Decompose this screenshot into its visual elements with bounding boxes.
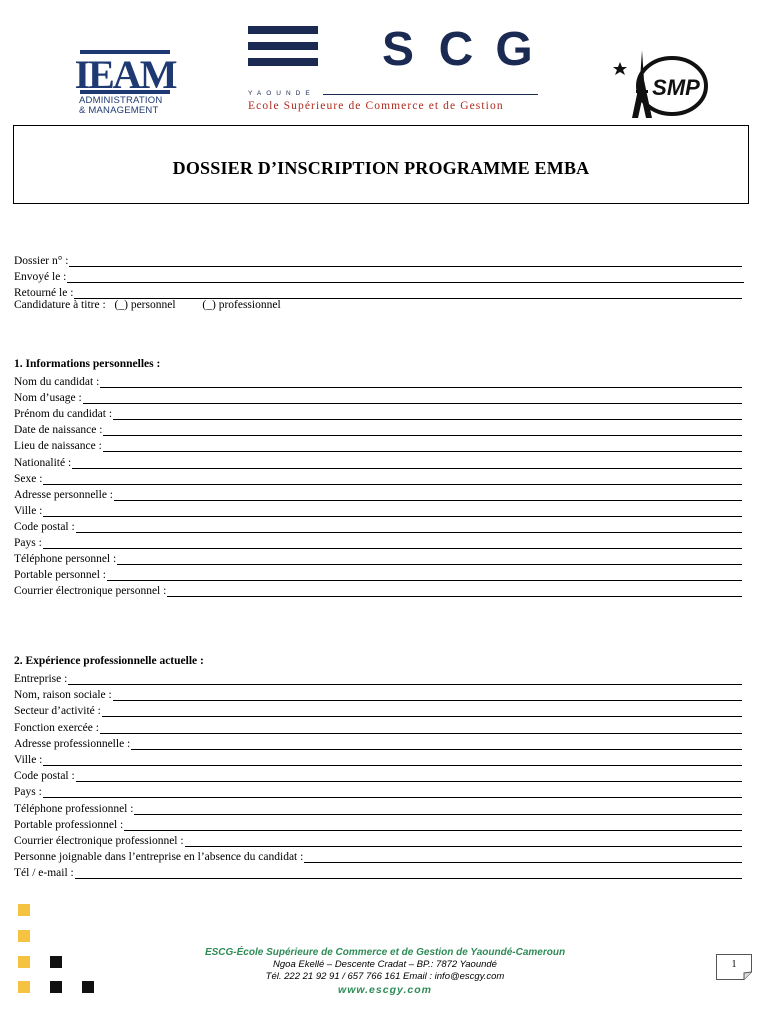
field-input-line[interactable] bbox=[124, 819, 742, 831]
field-label: Adresse personnelle : bbox=[14, 488, 113, 501]
decor-square bbox=[18, 904, 30, 916]
title-box bbox=[13, 125, 749, 204]
footer-address bbox=[0, 946, 770, 997]
field-input-line[interactable] bbox=[117, 553, 742, 565]
form-field-line[interactable] bbox=[14, 436, 742, 452]
field-label: Sexe : bbox=[14, 472, 43, 485]
form-field-line[interactable] bbox=[14, 469, 742, 485]
field-label: Date de naissance : bbox=[14, 424, 103, 437]
escg-city: YAOUNDE bbox=[248, 90, 315, 97]
form-field-line[interactable] bbox=[14, 372, 742, 388]
field-input-line[interactable] bbox=[167, 585, 742, 597]
field-label: Fonction exercée : bbox=[14, 721, 99, 734]
candidature-type: Candidature à titre : (_) personnel (_) professionnel bbox=[14, 299, 281, 311]
form-field-line[interactable] bbox=[14, 565, 742, 581]
field-label: Code postal : bbox=[14, 520, 75, 533]
field-input-line[interactable] bbox=[102, 705, 742, 717]
field-input-line[interactable] bbox=[43, 754, 742, 766]
field-input-line[interactable] bbox=[72, 457, 742, 469]
svg-text:S: S bbox=[381, 23, 415, 76]
field-input-line[interactable] bbox=[304, 851, 742, 863]
form-field-line[interactable] bbox=[14, 815, 742, 831]
field-input-line[interactable] bbox=[107, 569, 742, 581]
returned-date-field[interactable]: Retourné le : bbox=[14, 283, 742, 299]
form-field-line[interactable] bbox=[14, 863, 742, 879]
iam-logo bbox=[74, 50, 176, 118]
field-input-line[interactable] bbox=[43, 786, 742, 798]
field-input-line[interactable] bbox=[83, 392, 742, 404]
field-label: Entreprise : bbox=[14, 673, 68, 685]
option-professionnel[interactable]: (_) professionnel bbox=[202, 299, 281, 311]
form-field-line[interactable] bbox=[14, 501, 742, 517]
decor-square bbox=[18, 930, 30, 942]
form-field-line[interactable] bbox=[14, 669, 742, 685]
field-label: Courrier électronique professionnel : bbox=[14, 835, 184, 847]
field-input-line[interactable] bbox=[114, 489, 742, 501]
field-input-line[interactable] bbox=[100, 722, 742, 734]
form-field-line[interactable] bbox=[14, 685, 742, 701]
section-professional-title: 2. Expérience professionnelle actuelle : bbox=[14, 655, 204, 667]
field-input-line[interactable] bbox=[113, 408, 742, 420]
field-input-line[interactable] bbox=[76, 521, 742, 533]
field-input-line[interactable] bbox=[131, 738, 742, 750]
svg-text:C: C bbox=[438, 23, 474, 76]
form-field-line[interactable] bbox=[14, 782, 742, 798]
field-input-line[interactable] bbox=[185, 835, 742, 847]
field-label: Ville : bbox=[14, 504, 43, 517]
footer-contact-line: Tél. 222 21 92 91 / 657 766 161 Email : info@escgy.com bbox=[265, 971, 505, 982]
footer-website-link[interactable]: www.escgy.com bbox=[338, 984, 432, 996]
field-label: Courrier électronique personnel : bbox=[14, 585, 167, 598]
field-label: Lieu de naissance : bbox=[14, 440, 102, 453]
field-label: Portable professionnel : bbox=[14, 818, 124, 831]
iam-logo-mark bbox=[74, 50, 176, 97]
form-field-line[interactable] bbox=[14, 420, 742, 436]
field-label: Tél / e-mail : bbox=[14, 867, 74, 880]
svg-text:IEAM: IEAM bbox=[74, 52, 176, 97]
footer-school-name: ESCG-École Supérieure de Commerce et de Gestion de Yaoundé-Cameroun bbox=[204, 947, 566, 958]
field-input-line[interactable] bbox=[68, 673, 742, 685]
iam-subtitle: ADMINISTRATION & MANAGEMENT bbox=[79, 95, 163, 116]
form-field-line[interactable] bbox=[14, 847, 742, 863]
field-input-line[interactable] bbox=[100, 376, 742, 388]
smp-logo bbox=[610, 40, 710, 122]
field-label: Nom, raison sociale : bbox=[14, 689, 112, 702]
form-field-line[interactable] bbox=[14, 734, 742, 750]
form-field-line[interactable] bbox=[14, 831, 742, 847]
field-input-line[interactable] bbox=[76, 770, 742, 782]
form-field-line[interactable] bbox=[14, 533, 742, 549]
section-personal-info-title: 1. Informations personnelles : bbox=[14, 358, 161, 370]
field-label: Code postal : bbox=[14, 770, 75, 783]
page-title: DOSSIER D’INSCRIPTION PROGRAMME EMBA bbox=[172, 158, 590, 178]
field-label: Nom d’usage : bbox=[14, 392, 82, 405]
form-field-line[interactable] bbox=[14, 388, 742, 404]
form-field-line[interactable] bbox=[14, 701, 742, 717]
field-label: Secteur d’activité : bbox=[14, 705, 101, 718]
eiffel-tower-icon bbox=[610, 40, 710, 122]
form-field-line[interactable] bbox=[14, 404, 742, 420]
form-field-line[interactable] bbox=[14, 549, 742, 565]
escg-logo bbox=[248, 23, 538, 112]
field-input-line[interactable] bbox=[43, 473, 742, 485]
field-input-line[interactable] bbox=[43, 505, 742, 517]
field-input-line[interactable] bbox=[43, 537, 742, 549]
form-field-line[interactable] bbox=[14, 799, 742, 815]
form-field-line[interactable] bbox=[14, 718, 742, 734]
form-field-line[interactable] bbox=[14, 750, 742, 766]
option-personnel[interactable]: (_) personnel bbox=[114, 299, 176, 311]
field-label: Nom du candidat : bbox=[14, 376, 100, 388]
field-label: Prénom du candidat : bbox=[14, 408, 113, 421]
field-input-line[interactable] bbox=[103, 440, 742, 452]
escg-logo-mark bbox=[248, 23, 538, 76]
form-field-line[interactable] bbox=[14, 581, 742, 597]
form-field-line[interactable] bbox=[14, 453, 742, 469]
field-label: Téléphone personnel : bbox=[14, 553, 117, 566]
form-field-line[interactable] bbox=[14, 766, 742, 782]
field-label: Pays : bbox=[14, 537, 42, 549]
dossier-number-field[interactable]: Dossier n° : bbox=[14, 251, 742, 267]
field-label: Pays : bbox=[14, 786, 42, 799]
form-field-line[interactable] bbox=[14, 517, 742, 533]
svg-text:G: G bbox=[495, 23, 533, 76]
page-number: 1 bbox=[716, 954, 752, 980]
sent-date-field[interactable]: Envoyé le : bbox=[14, 267, 744, 283]
field-label: Nationalité : bbox=[14, 456, 72, 469]
field-label: Adresse professionnelle : bbox=[14, 737, 131, 750]
escg-divider bbox=[323, 94, 538, 95]
escg-fullname: Ecole Supérieure de Commerce et de Gestion bbox=[248, 100, 504, 112]
svg-text:SMP: SMP bbox=[652, 75, 700, 100]
form-field-line[interactable] bbox=[14, 485, 742, 501]
field-input-line[interactable] bbox=[75, 867, 742, 879]
field-input-line[interactable] bbox=[134, 803, 742, 815]
field-input-line[interactable] bbox=[103, 424, 742, 436]
footer-address-line: Ngoa Ekellé – Descente Cradat – BP.: 7872 Yaoundé bbox=[273, 959, 497, 970]
field-label: Téléphone professionnel : bbox=[14, 802, 134, 815]
field-label: Personne joignable dans l’entreprise en l’absence du candidat : bbox=[14, 851, 304, 864]
field-label: Ville : bbox=[14, 754, 43, 766]
field-input-line[interactable] bbox=[113, 689, 742, 701]
field-label: Portable personnel : bbox=[14, 569, 106, 582]
